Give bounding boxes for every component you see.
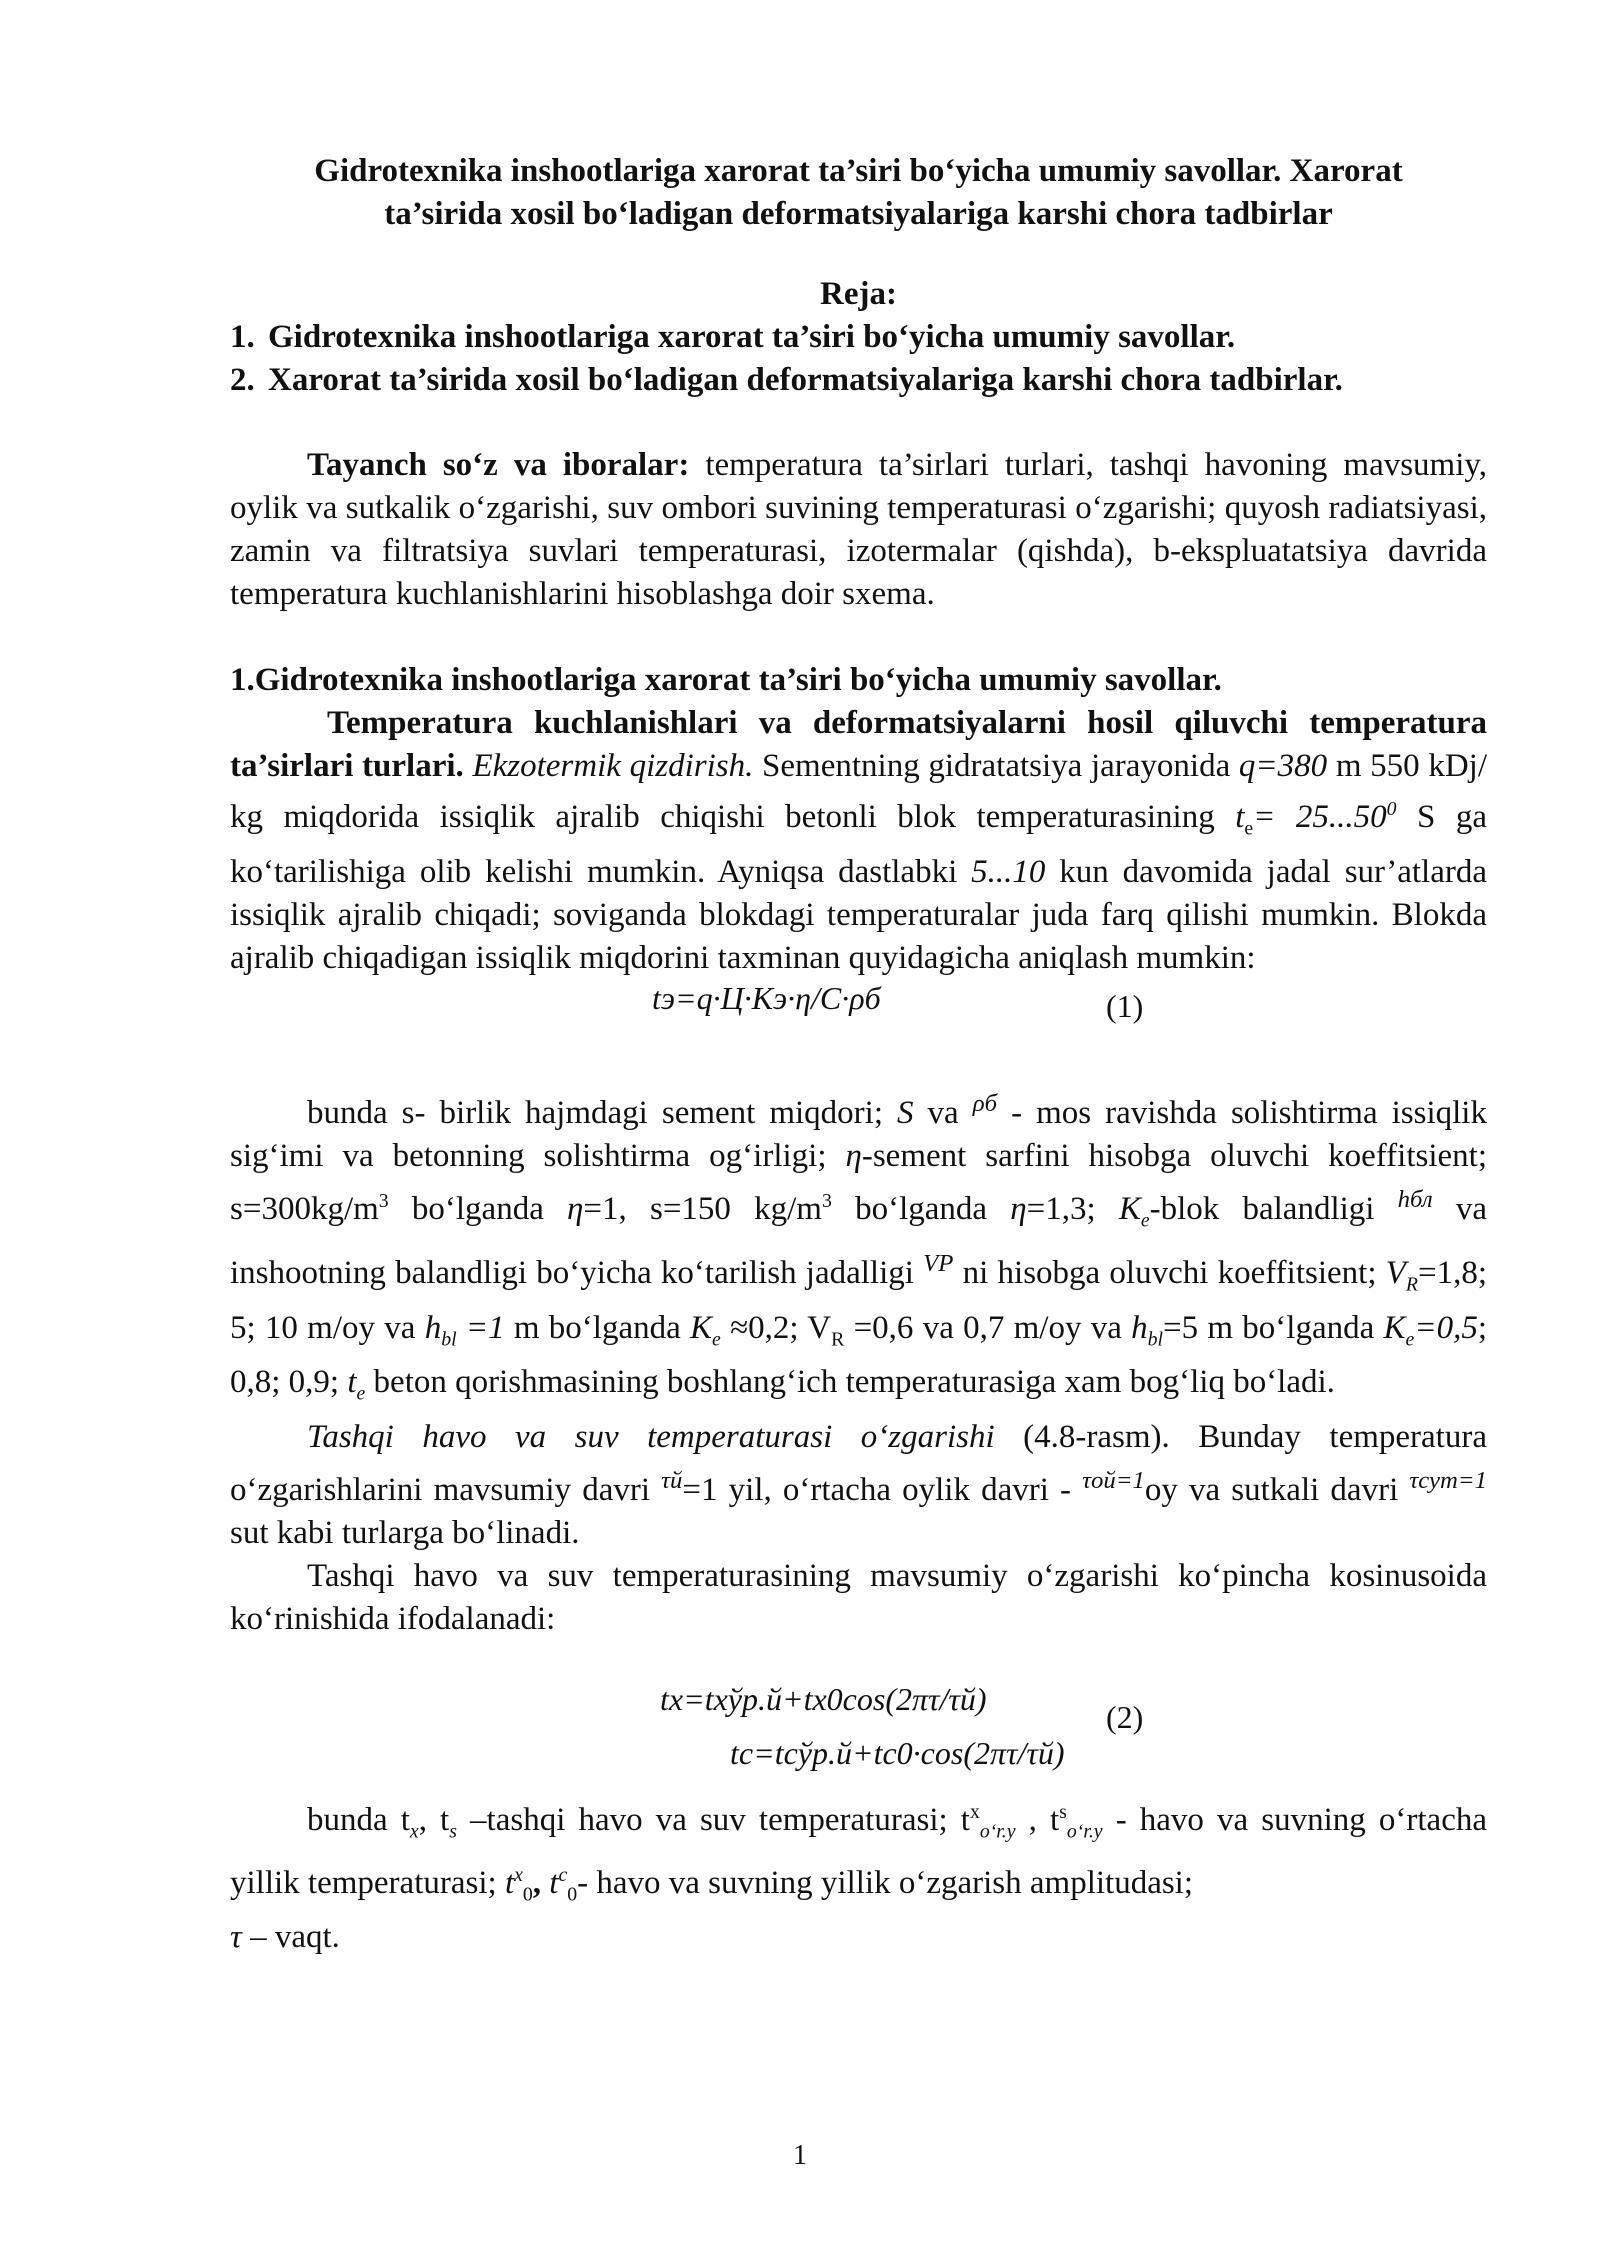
p2-text: bo‘lganda <box>388 1190 568 1227</box>
p2-text: ≈0,2; V <box>720 1309 832 1346</box>
p2-text: =1, s=150 kg/m <box>583 1190 822 1227</box>
p3-tau-oy: τой=1 <box>1082 1466 1145 1494</box>
p1-range-sup: 0 <box>1386 798 1397 820</box>
plan-item <box>230 316 1487 359</box>
p2-ke: K <box>1118 1190 1141 1227</box>
p2-ke-sub: e <box>1405 1328 1415 1351</box>
p5-text: - havo va suvning yillik o‘zgarish amplitudasi; <box>577 1864 1194 1901</box>
p2-hb: h <box>424 1309 442 1346</box>
p2-text: beton qorishmasining boshlang‘ich temperaturasiga xam bog‘liq bo‘ladi. <box>365 1364 1335 1401</box>
p3-tau-y: τй <box>661 1466 683 1494</box>
formula-2-block <box>230 1671 1487 1791</box>
plan-item-number: 2. <box>230 362 255 398</box>
p2-hb-sub: bl <box>1147 1328 1163 1351</box>
p1-text: S ga ko‘tarilishiga olib kelishi mumkin. Ayniqsa dastlabki <box>230 799 1487 890</box>
p1-range: = 25...50 <box>1253 799 1387 835</box>
p2-ke: K <box>690 1309 713 1346</box>
p5-text: , t <box>1015 1801 1060 1838</box>
paragraph-1 <box>230 702 1487 980</box>
p2-ke-sub: e <box>1140 1209 1150 1232</box>
p3-text: oy va sutkali davri <box>1144 1471 1410 1508</box>
p3-tau-sut: τсут=1 <box>1409 1466 1487 1494</box>
p2-text: bo‘lganda <box>831 1190 1011 1227</box>
keywords-paragraph <box>230 444 1487 616</box>
title-line-1: Gidrotexnika inshootlariga xarorat ta’siri bo‘yicha umumiy savollar. Xarorat <box>314 153 1403 189</box>
paragraph-4: Tashqi havo va suv temperaturasining mavsumiy o‘zgarishi ko‘pincha kosinusoida ko‘rinishida ifodalanadi: <box>230 1557 1487 1637</box>
p3-italic: Tashqi havo va suv temperaturasi o‘zgarishi <box>307 1418 995 1455</box>
p2-vr-sub: R <box>831 1328 845 1351</box>
p2-ke-sub: e <box>712 1328 721 1351</box>
p2-s: S <box>897 1094 914 1131</box>
p2-vp: VP <box>923 1250 954 1278</box>
p5-text: - havo va suvning o‘rtacha yillik temperaturasi; <box>230 1801 1487 1901</box>
title-line-2: ta’sirida xosil bo‘ladigan deformatsiyalariga karshi chora tadbirlar <box>384 196 1333 232</box>
p2-text: va <box>913 1094 973 1131</box>
p1-te: t <box>1235 799 1245 835</box>
p2-text: ni hisobga oluvchi koeffitsient; <box>953 1255 1386 1292</box>
p1-text: m 550 kDj/ kg miqdorida issiqlik ajralib chiqishi betonli blok temperaturasining <box>230 748 1488 835</box>
p1-te-sub: e <box>1244 817 1254 840</box>
keywords-label: Tayanch so‘z va iboralar: <box>307 447 690 483</box>
p1-bold: Temperatura kuchlanishlari va deformatsiyalarni hosil qiluvchi temperatura ta’sirlari turlari. <box>230 705 1487 784</box>
p2-eta: η <box>567 1190 584 1227</box>
p2-text: -blok balandligi <box>1149 1190 1398 1227</box>
p2-vr: V <box>1385 1255 1406 1292</box>
plan-item-text: Xarorat ta’sirida xosil bo‘ladigan deformatsiyalariga karshi chora tadbirlar. <box>268 362 1343 398</box>
p2-text: =0,6 va 0,7 m/oy va <box>844 1309 1132 1346</box>
formula-2a: tx=txўр.й+tx0cos(2πτ/τй) <box>660 1680 987 1717</box>
section-heading: 1.Gidrotexnika inshootlariga xarorat ta’siri bo‘yicha umumiy savollar. <box>230 662 1222 698</box>
p2-eta: η <box>1010 1190 1027 1227</box>
plan-heading: Reja: <box>820 276 897 312</box>
p5-text: bunda t <box>307 1801 410 1838</box>
p2-value: =1 <box>456 1309 505 1346</box>
p2-ke: K <box>1383 1309 1406 1346</box>
p3-text: =1 yil, o‘rtacha oylik davri - <box>682 1471 1083 1508</box>
plan-item-text: Gidrotexnika inshootlariga xarorat ta’siri bo‘yicha umumiy savollar. <box>268 319 1236 355</box>
p2-eta: η <box>845 1137 862 1174</box>
formula-1-line <box>230 980 1487 1028</box>
formula-1: tэ=q·Ц·Kэ·η/C·ρб <box>652 979 881 1016</box>
p2-text: =1,8; 5; 10 m/oy va <box>230 1255 1488 1346</box>
formula-2b: tc=tcўр.й+tc0·cos(2πτ/τй) <box>730 1734 1065 1771</box>
p1-q-value: q=380 <box>1238 748 1328 784</box>
p2-hbl: hбл <box>1397 1185 1433 1213</box>
plan-list <box>230 316 1487 402</box>
p2-value: =0,5 <box>1414 1309 1478 1346</box>
p3-text: sut kabi turlarga bo‘linadi. <box>230 1514 580 1551</box>
p2-text: - mos ravishda solishtirma issiqlik sig‘imi va betonning solishtirma og‘irligi; <box>230 1094 1487 1174</box>
p1-italic: Ekzotermik qizdirish. <box>472 748 754 784</box>
p2-rho: ρб <box>972 1089 998 1117</box>
page-number: 1 <box>793 2140 807 2171</box>
p2-text: =5 m bo‘lganda <box>1163 1309 1384 1346</box>
p3-text: (4.8-rasm). Bunday temperatura o‘zgarishlarini mavsumiy davri <box>230 1418 1487 1508</box>
plan-item <box>230 359 1487 402</box>
document-title <box>230 150 1487 236</box>
paragraph-2: bunda s- birlik hajmdagi sement miqdori; S va $^{\rho б}$ - mos ravishda solishtirma issiqlik sig‘imi va betonning solishtirma og‘irligi; η-sement sarfini hisobga oluvchi koeffitsient; $s=300kg/m^3$ bo‘lganda η=1, s=150 $kg/m^3$ bo‘lganda η=1,3; $K_e$-blok balandligi $^{hбл}$ va inshootning balandligi bo‘yicha ko‘tarilish jadalligi $^{VP}$ ni hisobga oluvchi koeffitsient; $V_R=1,8$; 5; 10 m/oy va $h_{bl} =1$ m bo‘lganda $K_e \approx 0,2$; $V_R =0,6$ va 0,7 m/oy va $h_{bl}=5$ m bo‘lganda $K_e=0,5$; 0,8; 0,9; $t_e$ beton qorishmasining boshlang‘ich temperaturasiga xam bog‘liq bo‘ladi. <box>230 1089 1488 1405</box>
plan-item-number: 1. <box>230 319 255 355</box>
p2-text: va inshootning balandligi bo‘yicha ko‘tarilish jadalligi <box>230 1190 1488 1292</box>
p5-text: , t <box>418 1801 450 1838</box>
keywords-text: temperatura ta’sirlari turlari, tashqi havoning mavsumiy, oylik va sutkalik o‘zgarishi, suv ombori suvining temperaturasi o‘zgarishi; quyosh radiatsiyasi, zamin va filtratsiya suvlari temperaturasi, izotermalar (qishda), b-ekspluatatsiya davrida temperatura kuchlanishlarini hisoblashga doir sxema. <box>230 447 1487 612</box>
p2-hb: h <box>1131 1309 1148 1346</box>
p2-text: bunda s- birlik hajmdagi sement miqdori; <box>307 1094 898 1131</box>
p5-tau: τ <box>230 1919 242 1956</box>
paragraph-3 <box>230 1416 1487 1555</box>
p1-text: Sementning gidratatsiya jarayonida <box>753 748 1239 784</box>
p5-text: –tashqi havo va suv temperaturasi; t <box>456 1801 970 1838</box>
p5-text: – vaqt. <box>241 1919 340 1956</box>
formula-1-number: (1) <box>1106 987 1144 1024</box>
p2-text: m bo‘lganda <box>504 1309 691 1346</box>
p2-hb-sub: bl <box>441 1328 457 1351</box>
p2-vr-sub: R <box>1405 1273 1418 1296</box>
p1-days: 5...10 <box>971 853 1046 890</box>
p2-text: =1,3; <box>1026 1190 1119 1227</box>
formula-2-number: (2) <box>1106 1698 1144 1735</box>
p2-text: ; 0,8; 0,9; <box>230 1309 1488 1401</box>
paragraph-5: bunda $t_x$, $t_s$ –tashqi havo va suv temperaturasi; $t^x_{o‘r.y}$ , $t^s_{o‘r.y}$ - havo va suvning o‘rtacha yillik temperaturasi; $t^x_0$, $t^c_0-$ havo va suvning yillik o‘zgarish amplitudasi; τ – vaqt. <box>230 1800 1487 1956</box>
document-page <box>230 150 1487 1959</box>
p2-text: -sement sarfini hisobga oluvchi koeffitsient; s=300kg/m <box>230 1137 1487 1227</box>
p1-text: kun davomida jadal sur’atlarda issiqlik ajralib chiqadi; soviganda blokdagi temperaturalar juda farq qilishi mumkin. Blokda ajralib chiqadigan issiqlik miqdorini taxminan quyidagicha aniqlash mumkin: <box>230 853 1488 976</box>
